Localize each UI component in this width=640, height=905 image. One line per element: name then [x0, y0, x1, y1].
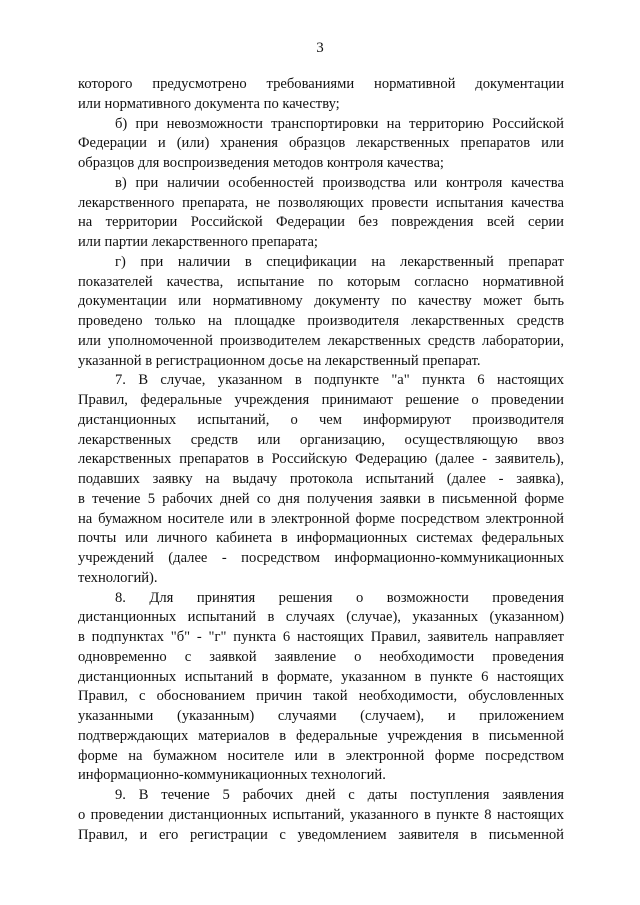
text-line: лекарственного препарата, не позволяющих провести испытания качества — [78, 194, 564, 211]
text-line: Правил, с обоснованием причин такой необходимости, обусловленных — [78, 688, 564, 705]
text-line: Федерации и (или) хранения образцов лекарственных препаратов или — [78, 135, 564, 152]
text-line: лекарственных средств или организацию, осуществляющую ввоз — [78, 431, 564, 448]
document-body — [78, 75, 564, 845]
text-line: информационно-коммуникационных технологий. — [78, 767, 386, 784]
text-line: в подпунктах "б" - "г" пункта 6 настоящих Правил, заявитель направляет — [78, 629, 564, 645]
text-line: Правил, федеральные учреждения принимают решение о проведении — [78, 392, 564, 408]
paragraph-v — [78, 174, 564, 253]
text-line: 8. Для принятия решения о возможности проведения — [115, 589, 564, 606]
text-line: образцов для воспроизведения методов контроля качества; — [78, 155, 444, 171]
text-line: о проведении дистанционных испытаний, указанного в пункте 8 настоящих — [78, 806, 564, 823]
text-line: форме на бумажном носителе или в электронной форме посредством — [78, 747, 564, 764]
text-line: одновременно с заявкой заявление о необходимости проведения — [78, 648, 564, 665]
text-line: документации или нормативному документу по качеству может быть — [78, 293, 564, 310]
paragraph-p8 — [78, 589, 564, 787]
text-line: или уполномоченной производителем лекарственных средств лаборатории, — [78, 332, 564, 349]
text-line: на территории Российской Федерации без повреждения всей серии — [78, 214, 564, 231]
text-line: почты или личного кабинета в информационных системах федеральных — [78, 530, 564, 547]
text-line: лекарственных препаратов в Российскую Федерацию (далее - заявитель), — [78, 451, 564, 468]
text-line: Правил, и его регистрации с уведомлением заявителя в письменной — [78, 826, 564, 843]
paragraph-p7 — [78, 371, 564, 588]
text-line: технологий). — [78, 569, 158, 586]
text-line: показателей качества, испытание по которым согласно нормативной — [78, 273, 564, 290]
text-line: указанными (указанным) случаями (случаем), и приложением — [78, 708, 564, 724]
text-line: которого предусмотрено требованиями нормативной документации — [78, 76, 564, 92]
text-line: 9. В течение 5 рабочих дней с даты поступления заявления — [115, 787, 564, 803]
text-line: дистанционных испытаний в формате, указанном в пункте 6 настоящих — [78, 668, 564, 685]
text-line: 7. В случае, указанном в подпункте "а" пункта 6 настоящих — [115, 372, 564, 389]
text-line: или партии лекарственного препарата; — [78, 234, 318, 250]
paragraph-cont — [78, 75, 564, 115]
page-number: 3 — [316, 40, 324, 56]
text-line: или нормативного документа по качеству; — [78, 95, 340, 112]
text-line: г) при наличии в спецификации на лекарственный препарат — [115, 253, 564, 270]
text-line: проведено только на площадке производителя лекарственных средств — [78, 313, 564, 329]
text-line: учреждений (далее - посредством информационно-коммуникационных — [78, 550, 564, 566]
text-line: подтверждающих материалов в федеральные учреждения в письменной — [78, 727, 564, 744]
paragraph-b — [78, 115, 564, 174]
paragraph-p9 — [78, 786, 564, 845]
text-line: б) при невозможности транспортировки на территорию Российской — [115, 115, 564, 132]
text-line: в течение 5 рабочих дней со дня получения заявки в письменной форме — [78, 490, 564, 507]
text-line: указанной в регистрационном досье на лекарственный препарат. — [78, 352, 481, 369]
text-line: на бумажном носителе или в электронной форме посредством электронной — [78, 510, 564, 527]
paragraph-g — [78, 253, 564, 372]
text-line: дистанционных испытаний в случаях (случае), указанных (указанном) — [78, 609, 564, 626]
text-line: в) при наличии особенностей производства или контроля качества — [115, 174, 564, 191]
text-line: подавших заявку на выдачу протокола испытаний (далее - заявка), — [78, 471, 564, 487]
text-line: дистанционных испытаний, о чем информируют производителя — [78, 411, 564, 428]
